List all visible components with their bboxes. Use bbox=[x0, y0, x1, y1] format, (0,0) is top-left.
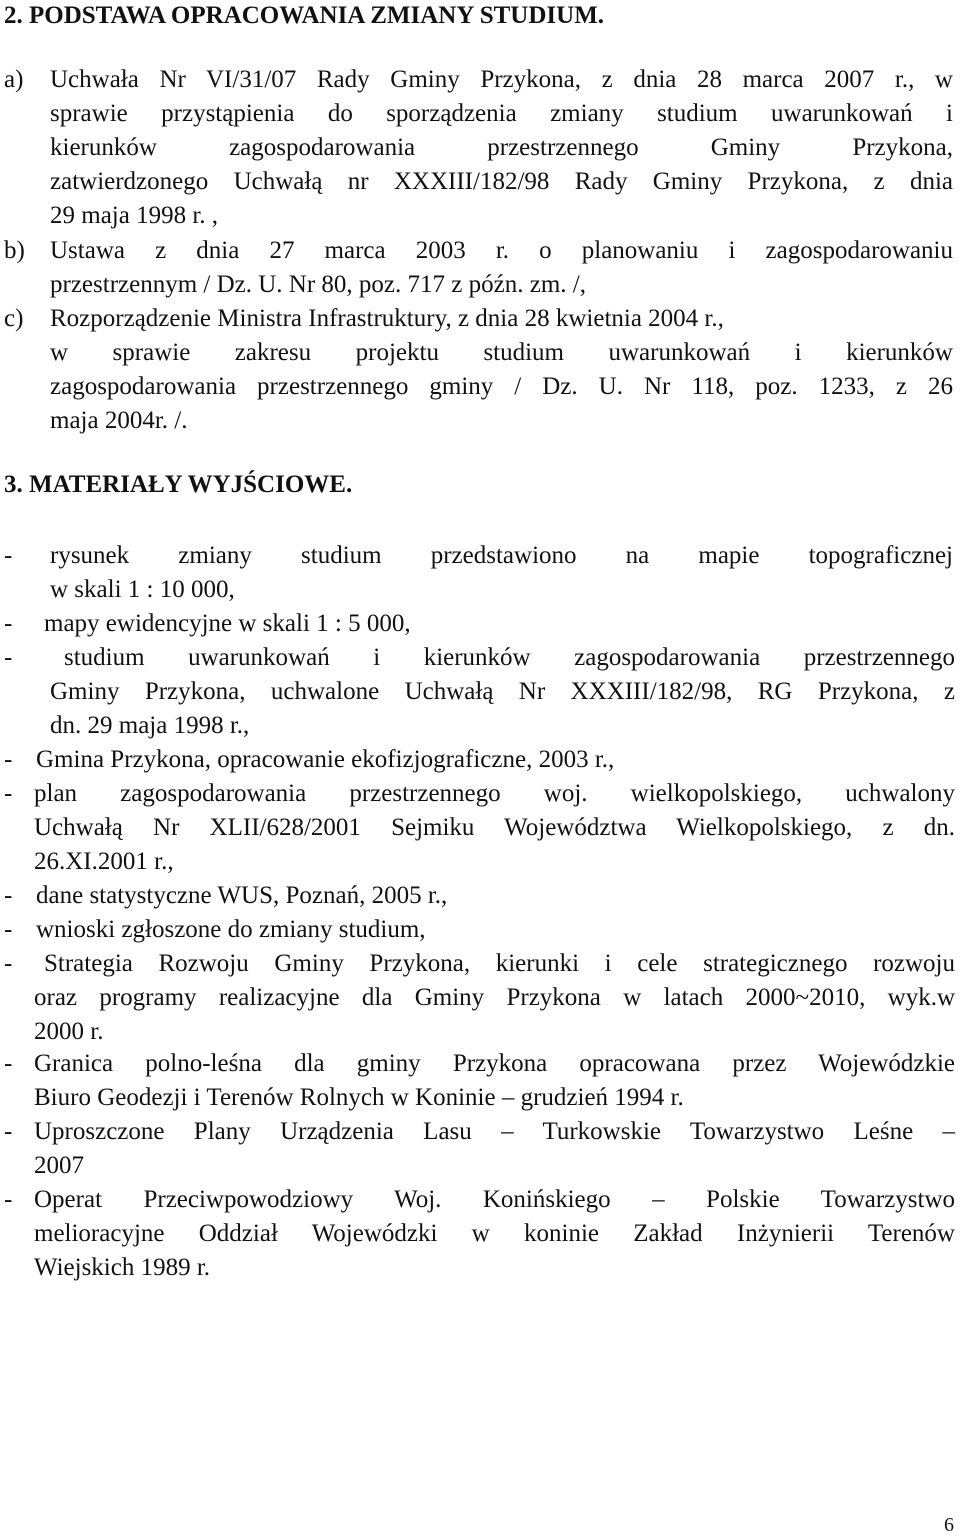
list-item-line: Uproszczone Plany Urządzenia Lasu – Turkowskie Towarzystwo Leśne – bbox=[34, 1118, 955, 1145]
list-marker: - bbox=[4, 542, 13, 569]
list-item-line: studium uwarunkowań i kierunków zagospodarowania przestrzennego bbox=[64, 644, 955, 671]
item-c-line: zagospodarowania przestrzennego gminy / Dz. U. Nr 118, poz. 1233, z 26 bbox=[50, 373, 953, 400]
list-marker: - bbox=[4, 882, 13, 909]
list-item bbox=[50, 539, 953, 607]
list-item-line: dn. 29 maja 1998 r., bbox=[50, 712, 250, 739]
list-item-line: Uchwałą Nr XLII/628/2001 Sejmiku Województwa Wielkopolskiego, z dn. bbox=[34, 814, 955, 841]
list-item-line: Gmina Przykona, opracowanie ekofizjograficzne, 2003 r., bbox=[36, 746, 615, 773]
item-marker-c: c) bbox=[4, 305, 24, 332]
list-marker: - bbox=[4, 916, 13, 943]
item-c-line: w sprawie zakresu projektu studium uwarunkowań i kierunków bbox=[50, 339, 953, 366]
item-marker-b: b) bbox=[4, 237, 25, 264]
item-a bbox=[50, 63, 953, 233]
section-2-heading: 2. PODSTAWA OPRACOWANIA ZMIANY STUDIUM. bbox=[4, 2, 605, 29]
list-item bbox=[50, 641, 955, 743]
list-item bbox=[36, 743, 953, 777]
list-item-line: Operat Przeciwpowodziowy Woj. Konińskiego – Polskie Towarzystwo bbox=[34, 1186, 955, 1213]
list-marker: - bbox=[4, 1186, 13, 1213]
item-a-line: kierunków zagospodarowania przestrzennego Gminy Przykona, bbox=[50, 134, 953, 161]
list-marker: - bbox=[4, 610, 13, 637]
list-item-line: Wiejskich 1989 r. bbox=[34, 1254, 211, 1281]
list-item bbox=[34, 1115, 955, 1183]
item-b-line: Ustawa z dnia 27 marca 2003 r. o planowaniu i zagospodarowaniu bbox=[50, 237, 953, 264]
list-item-line: Gminy Przykona, uchwalone Uchwałą Nr XXXIII/182/98, RG Przykona, z bbox=[50, 678, 955, 705]
list-item-line: 2000 r. bbox=[34, 1018, 104, 1045]
list-item-line: Strategia Rozwoju Gminy Przykona, kierunki i cele strategicznego rozwoju bbox=[44, 950, 955, 977]
list-item-line: 2007 bbox=[34, 1152, 84, 1179]
list-item bbox=[34, 1183, 955, 1285]
list-item-line: oraz programy realizacyjne dla Gminy Przykona w latach 2000~2010, wyk.w bbox=[34, 984, 955, 1011]
item-a-line: sprawie przystąpienia do sporządzenia zmiany studium uwarunkowań i bbox=[50, 100, 953, 127]
list-item bbox=[34, 1047, 955, 1115]
list-item-line: plan zagospodarowania przestrzennego woj. wielkopolskiego, uchwalony bbox=[34, 780, 955, 807]
list-item-line: melioracyjne Oddział Wojewódzki w koninie Zakład Inżynierii Terenów bbox=[34, 1220, 955, 1247]
page-number: 6 bbox=[944, 1514, 954, 1536]
list-marker: - bbox=[4, 780, 13, 807]
section-3-heading: 3. MATERIAŁY WYJŚCIOWE. bbox=[4, 471, 353, 498]
list-item-line: dane statystyczne WUS, Poznań, 2005 r., bbox=[36, 882, 448, 909]
list-marker: - bbox=[4, 644, 13, 671]
list-item-line: w skali 1 : 10 000, bbox=[50, 576, 235, 603]
list-item-line: wnioski zgłoszone do zmiany studium, bbox=[36, 916, 426, 943]
item-a-line: Uchwała Nr VI/31/07 Rady Gminy Przykona, z dnia 28 marca 2007 r., w bbox=[50, 66, 953, 93]
list-item bbox=[36, 879, 953, 913]
list-item bbox=[34, 947, 955, 1049]
item-a-line: 29 maja 1998 r. , bbox=[50, 202, 219, 229]
list-item-line: 26.XI.2001 r., bbox=[34, 848, 174, 875]
list-item bbox=[36, 913, 953, 947]
list-item-line: rysunek zmiany studium przedstawiono na mapie topograficznej bbox=[50, 542, 953, 569]
list-item-line: Biuro Geodezji i Terenów Rolnych w Koninie – grudzień 1994 r. bbox=[34, 1084, 684, 1111]
list-item-line: mapy ewidencyjne w skali 1 : 5 000, bbox=[44, 610, 411, 637]
item-a-line: zatwierdzonego Uchwałą nr XXXIII/182/98 Rady Gminy Przykona, z dnia bbox=[50, 168, 953, 195]
item-marker-a: a) bbox=[4, 66, 24, 93]
item-b-line: przestrzennym / Dz. U. Nr 80, poz. 717 z późn. zm. /, bbox=[50, 271, 586, 298]
list-marker: - bbox=[4, 746, 13, 773]
list-item bbox=[44, 607, 953, 641]
item-b bbox=[50, 234, 953, 302]
item-c bbox=[50, 302, 953, 438]
list-item bbox=[34, 777, 955, 879]
list-marker: - bbox=[4, 1050, 13, 1077]
list-item-line: Granica polno-leśna dla gminy Przykona opracowana przez Wojewódzkie bbox=[34, 1050, 955, 1077]
list-marker: - bbox=[4, 1118, 13, 1145]
item-c-line: Rozporządzenie Ministra Infrastruktury, z dnia 28 kwietnia 2004 r., bbox=[50, 305, 724, 332]
list-marker: - bbox=[4, 950, 13, 977]
item-c-line: maja 2004r. /. bbox=[50, 407, 188, 434]
